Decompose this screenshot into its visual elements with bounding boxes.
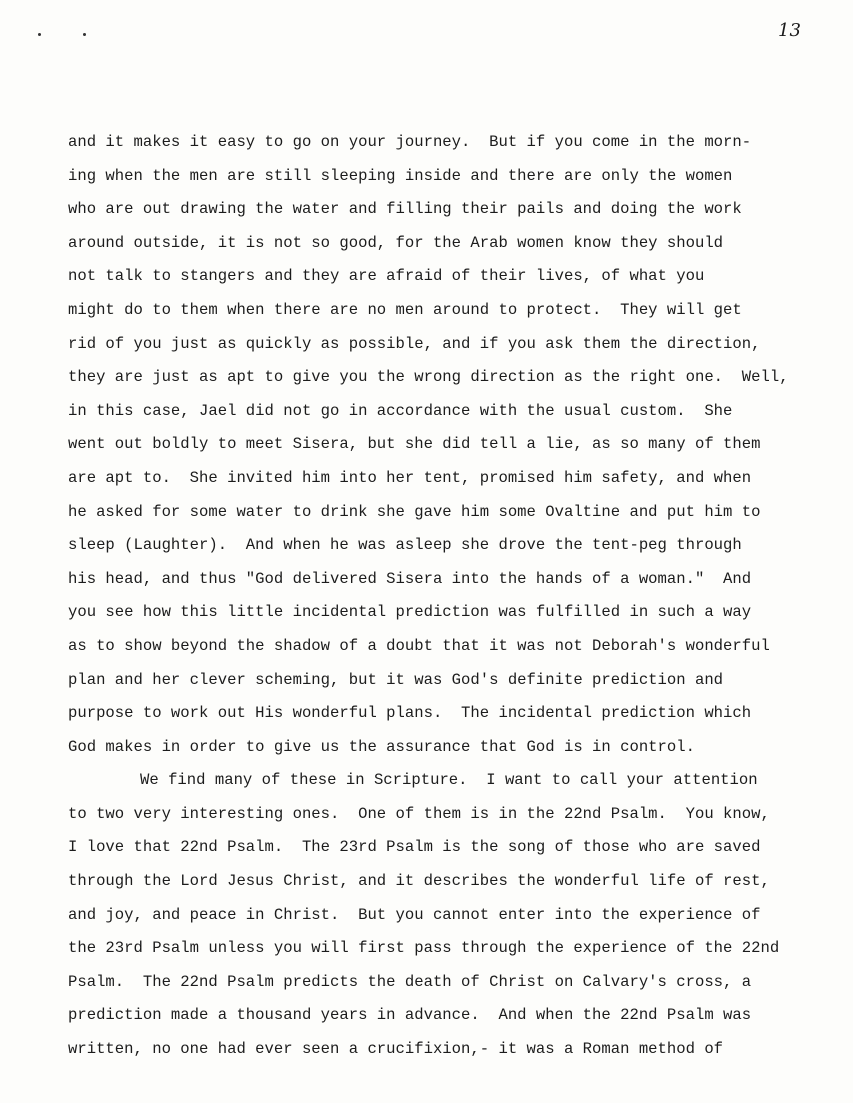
text-line: We find many of these in Scripture. I want to call your attention: [140, 771, 758, 790]
text-line: through the Lord Jesus Christ, and it describes the wonderful life of rest,: [68, 872, 770, 891]
text-line: are apt to. She invited him into her tent, promised him safety, and when: [68, 468, 752, 487]
text-line: might do to them when there are no men around to protect. They will get: [68, 300, 742, 319]
text-line: Psalm. The 22nd Psalm predicts the death of Christ on Calvary's cross, a: [68, 972, 752, 991]
text-line: plan and her clever scheming, but it was God's definite prediction and: [68, 670, 724, 689]
text-line: sleep (Laughter). And when he was asleep she drove the tent-peg through: [68, 536, 742, 555]
text-line: they are just as apt to give you the wrong direction as the right one. Well,: [68, 368, 789, 387]
page-number: 13: [778, 20, 801, 41]
text-line: the 23rd Psalm unless you will first pass through the experience of the 22nd: [68, 939, 780, 958]
text-line: his head, and thus "God delivered Sisera into the hands of a woman." And: [68, 569, 752, 588]
text-line: as to show beyond the shadow of a doubt that it was not Deborah's wonderful: [68, 636, 770, 655]
text-line: around outside, it is not so good, for the Arab women know they should: [68, 233, 724, 252]
text-line: went out boldly to meet Sisera, but she did tell a lie, as so many of them: [68, 435, 761, 454]
text-line: not talk to stangers and they are afraid of their lives, of what you: [68, 267, 705, 286]
text-line: rid of you just as quickly as possible, and if you ask them the direction,: [68, 334, 761, 353]
text-line: purpose to work out His wonderful plans. The incidental prediction which: [68, 704, 752, 723]
text-line: and it makes it easy to go on your journey. But if you come in the morn-: [68, 133, 752, 151]
text-line: prediction made a thousand years in advance. And when the 22nd Psalm was: [68, 1006, 752, 1025]
scan-speck: [83, 33, 86, 36]
text-line: you see how this little incidental prediction was fulfilled in such a way: [68, 603, 752, 622]
text-line: I love that 22nd Psalm. The 23rd Psalm is the song of those who are saved: [68, 838, 761, 857]
text-line: who are out drawing the water and filling their pails and doing the work: [68, 200, 742, 219]
scan-speck: [38, 33, 41, 36]
text-line: to two very interesting ones. One of them is in the 22nd Psalm. You know,: [68, 804, 770, 823]
text-line: ing when the men are still sleeping inside and there are only the women: [68, 166, 733, 185]
text-line: in this case, Jael did not go in accordance with the usual custom. She: [68, 401, 733, 420]
text-line: he asked for some water to drink she gave him some Ovaltine and put him to: [68, 502, 761, 521]
body-text: [68, 126, 848, 1067]
text-line: God makes in order to give us the assurance that God is in control.: [68, 737, 695, 756]
text-line: written, no one had ever seen a crucifixion,- it was a Roman method of: [68, 1040, 724, 1059]
text-line: and joy, and peace in Christ. But you cannot enter into the experience of: [68, 905, 761, 924]
